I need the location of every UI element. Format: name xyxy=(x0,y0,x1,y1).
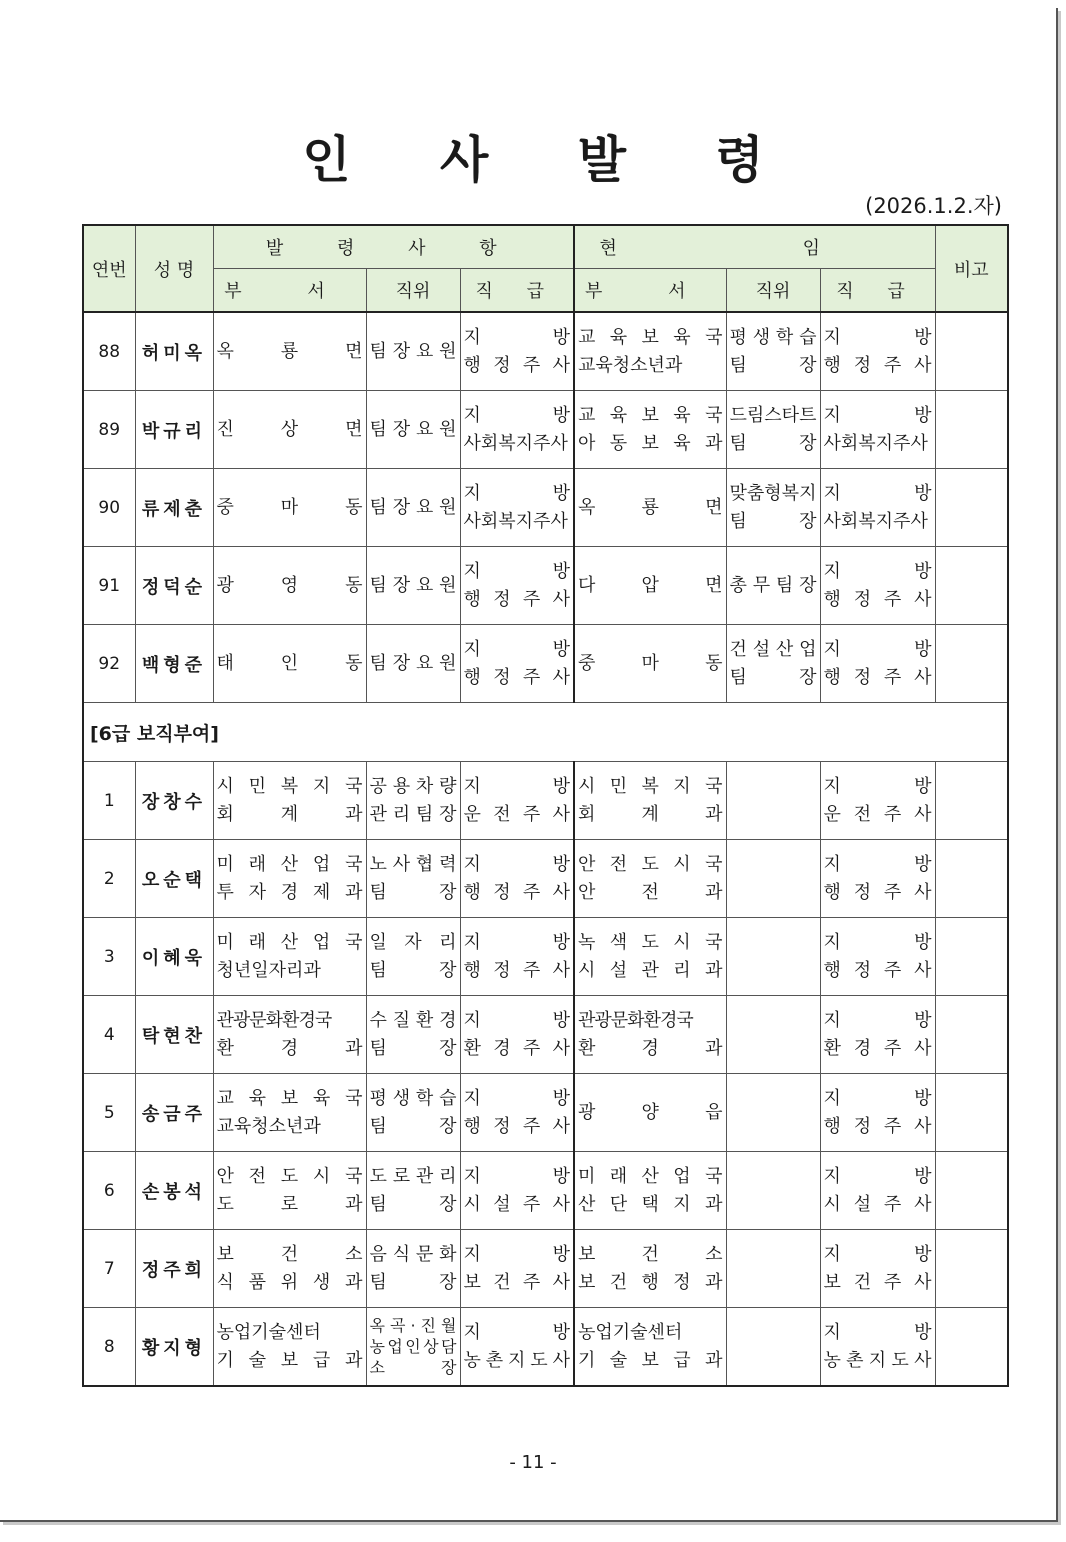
row-remark xyxy=(935,625,1008,703)
row-remark xyxy=(935,762,1008,840)
cell-line: 녹 색 도 시 국 xyxy=(578,931,723,953)
row-name: 이혜욱 xyxy=(135,918,213,996)
row-name: 정덕순 xyxy=(135,547,213,625)
cell-line: 지 방 xyxy=(463,404,570,426)
current-grade xyxy=(820,1230,935,1308)
cell-line: 팀 장 요 원 xyxy=(369,652,457,674)
appoint-dept xyxy=(213,840,366,918)
current-position xyxy=(726,918,820,996)
cell-line: 기 술 보 급 과 xyxy=(216,1349,363,1371)
current-position xyxy=(726,391,820,469)
current-grade xyxy=(820,996,935,1074)
cell-line: 일 자 리 xyxy=(369,931,457,953)
cell-line: 지 방 xyxy=(823,1165,932,1187)
current-position xyxy=(726,762,820,840)
appoint-position xyxy=(366,469,460,547)
cell-line: 행 정 주 사 xyxy=(463,354,570,376)
cell-line: 팀 장 xyxy=(729,354,817,376)
cell-line: 환 경 주 사 xyxy=(823,1037,932,1059)
cell-line: 환 경 과 xyxy=(578,1037,723,1059)
row-seq: 3 xyxy=(83,918,135,996)
cell-line: 맞 춤 형 복 지 xyxy=(729,482,817,504)
cell-line: 사회복지주사 xyxy=(823,510,928,532)
section-label: [6급 보직부여] xyxy=(83,703,1008,762)
cell-line: 팀 장 xyxy=(369,1193,457,1215)
row-remark xyxy=(935,391,1008,469)
current-position xyxy=(726,469,820,547)
table-row xyxy=(83,1308,1008,1387)
header-appointment: 발 령 사 항 xyxy=(213,225,574,269)
cell-line: 지 방 xyxy=(823,1087,932,1109)
cell-line: 교육청소년과 xyxy=(216,1115,321,1137)
appoint-grade xyxy=(460,1074,574,1152)
row-seq: 7 xyxy=(83,1230,135,1308)
table-row xyxy=(83,547,1008,625)
header-a-dept: 부 서 xyxy=(213,269,366,313)
cell-line: 시 민 복 지 국 xyxy=(216,775,363,797)
row-remark xyxy=(935,1308,1008,1387)
cell-line: 지 방 xyxy=(823,638,932,660)
row-seq: 88 xyxy=(83,312,135,391)
appoint-position xyxy=(366,1152,460,1230)
cell-line: 시 설 주 사 xyxy=(463,1193,570,1215)
cell-line: 팀 장 xyxy=(369,1037,457,1059)
cell-line: 다 압 면 xyxy=(578,574,723,596)
document-title: 인 사 발 령 xyxy=(302,131,800,189)
current-grade xyxy=(820,312,935,391)
current-position xyxy=(726,547,820,625)
cell-line: 지 방 xyxy=(463,775,570,797)
row-name: 허미옥 xyxy=(135,312,213,391)
cell-line: 아 동 보 육 과 xyxy=(578,432,723,454)
cell-line: 농 업 인 상 담 xyxy=(369,1337,457,1356)
cell-line: 팀 장 xyxy=(369,881,457,903)
cell-line: 산 단 택 지 과 xyxy=(578,1193,723,1215)
cell-line: 지 방 xyxy=(463,931,570,953)
cell-line: 지 방 xyxy=(823,1243,932,1265)
cell-line: 농 촌 지 도 사 xyxy=(823,1349,932,1371)
row-name: 박규리 xyxy=(135,391,213,469)
cell-line: 회 계 과 xyxy=(578,803,723,825)
current-dept xyxy=(574,1074,726,1152)
cell-line: 투 자 경 제 과 xyxy=(216,881,363,903)
row-name: 장창수 xyxy=(135,762,213,840)
current-grade xyxy=(820,1074,935,1152)
row-name: 손봉석 xyxy=(135,1152,213,1230)
current-dept xyxy=(574,1308,726,1387)
cell-line: 옥 룡 면 xyxy=(216,340,363,362)
current-position xyxy=(726,840,820,918)
cell-line: 사회복지주사 xyxy=(463,510,568,532)
cell-line: 팀 장 요 원 xyxy=(369,496,457,518)
cell-line: 지 방 xyxy=(463,1165,570,1187)
cell-line: 행 정 주 사 xyxy=(823,1115,932,1137)
header-c-position: 직위 xyxy=(726,269,820,313)
cell-line: 보 건 소 xyxy=(578,1243,723,1265)
cell-line: 행 정 주 사 xyxy=(463,1115,570,1137)
cell-line: 태 인 동 xyxy=(216,652,363,674)
appoint-position xyxy=(366,625,460,703)
current-grade xyxy=(820,1308,935,1387)
cell-line: 운 전 주 사 xyxy=(463,803,570,825)
appoint-position xyxy=(366,1230,460,1308)
cell-line: 팀 장 xyxy=(369,1115,457,1137)
cell-line: 행 정 주 사 xyxy=(463,588,570,610)
current-dept xyxy=(574,469,726,547)
cell-line: 지 방 xyxy=(823,404,932,426)
cell-line: 평 생 학 습 xyxy=(369,1087,457,1109)
appoint-position xyxy=(366,312,460,391)
appoint-dept xyxy=(213,469,366,547)
cell-line: 광 양 읍 xyxy=(578,1101,723,1123)
table-row xyxy=(83,996,1008,1074)
current-position xyxy=(726,1230,820,1308)
appoint-grade xyxy=(460,469,574,547)
row-seq: 6 xyxy=(83,1152,135,1230)
header-a-position: 직위 xyxy=(366,269,460,313)
cell-line: 농업기술센터 xyxy=(578,1321,683,1343)
header-c-dept: 부 서 xyxy=(574,269,726,313)
cell-line: 교육청소년과 xyxy=(578,354,683,376)
table-row xyxy=(83,1230,1008,1308)
cell-line: 평 생 학 습 xyxy=(729,326,817,348)
table-row xyxy=(83,625,1008,703)
appoint-grade xyxy=(460,1308,574,1387)
appoint-dept xyxy=(213,391,366,469)
header-name: 성 명 xyxy=(135,225,213,312)
cell-line: 시 설 관 리 과 xyxy=(578,959,723,981)
row-remark xyxy=(935,312,1008,391)
current-dept xyxy=(574,391,726,469)
appoint-dept xyxy=(213,312,366,391)
cell-line: 수 질 환 경 xyxy=(369,1009,457,1031)
current-position xyxy=(726,1074,820,1152)
current-grade xyxy=(820,391,935,469)
appoint-grade xyxy=(460,996,574,1074)
cell-line: 행 정 주 사 xyxy=(463,959,570,981)
cell-line: 회 계 과 xyxy=(216,803,363,825)
cell-line: 팀 장 요 원 xyxy=(369,418,457,440)
cell-line: 보 건 행 정 과 xyxy=(578,1271,723,1293)
cell-line: 도 로 과 xyxy=(216,1193,363,1215)
row-name: 류제춘 xyxy=(135,469,213,547)
cell-line: 지 방 xyxy=(463,1243,570,1265)
cell-line: 지 방 xyxy=(823,1321,932,1343)
current-dept xyxy=(574,996,726,1074)
row-seq: 2 xyxy=(83,840,135,918)
appoint-grade xyxy=(460,1230,574,1308)
row-name: 탁현찬 xyxy=(135,996,213,1074)
cell-line: 소 장 xyxy=(369,1358,457,1377)
cell-line: 건 설 산 업 xyxy=(729,638,817,660)
cell-line: 옥 곡 · 진 월 xyxy=(369,1316,457,1335)
cell-line: 지 방 xyxy=(463,1009,570,1031)
cell-line: 행 정 주 사 xyxy=(463,881,570,903)
table-row xyxy=(83,840,1008,918)
table-row xyxy=(83,1152,1008,1230)
appoint-grade xyxy=(460,312,574,391)
table-row xyxy=(83,391,1008,469)
table-row xyxy=(83,762,1008,840)
cell-line: 관광문화환경국 xyxy=(578,1009,693,1031)
header-c-grade: 직 급 xyxy=(820,269,935,313)
row-seq: 8 xyxy=(83,1308,135,1387)
cell-line: 지 방 xyxy=(463,1321,570,1343)
appoint-position xyxy=(366,391,460,469)
cell-line: 안 전 과 xyxy=(578,881,723,903)
current-grade xyxy=(820,918,935,996)
cell-line: 지 방 xyxy=(823,931,932,953)
appoint-dept xyxy=(213,1152,366,1230)
current-dept xyxy=(574,312,726,391)
table-row xyxy=(83,1074,1008,1152)
appoint-position xyxy=(366,1074,460,1152)
cell-line: 지 방 xyxy=(823,1009,932,1031)
cell-line: 공 용 차 량 xyxy=(369,775,457,797)
current-dept xyxy=(574,547,726,625)
cell-line: 옥 룡 면 xyxy=(578,496,723,518)
appoint-dept xyxy=(213,996,366,1074)
appoint-dept xyxy=(213,625,366,703)
cell-line: 지 방 xyxy=(823,560,932,582)
appoint-grade xyxy=(460,762,574,840)
current-grade xyxy=(820,469,935,547)
cell-line: 지 방 xyxy=(463,638,570,660)
cell-line: 사회복지주사 xyxy=(823,432,928,454)
appoint-position xyxy=(366,1308,460,1387)
header-remark: 비고 xyxy=(935,225,1008,312)
cell-line: 팀 장 xyxy=(369,959,457,981)
cell-line: 보 건 소 xyxy=(216,1243,363,1265)
appointment-date: (2026.1.2.자) xyxy=(865,194,1002,218)
cell-line: 지 방 xyxy=(463,326,570,348)
table-row xyxy=(83,469,1008,547)
cell-line: 관 리 팀 장 xyxy=(369,803,457,825)
cell-line: 안 전 도 시 국 xyxy=(216,1165,363,1187)
row-remark xyxy=(935,1152,1008,1230)
row-name: 오순택 xyxy=(135,840,213,918)
appoint-grade xyxy=(460,547,574,625)
cell-line: 진 상 면 xyxy=(216,418,363,440)
cell-line: 팀 장 요 원 xyxy=(369,340,457,362)
cell-line: 교 육 보 육 국 xyxy=(578,404,723,426)
cell-line: 행 정 주 사 xyxy=(823,588,932,610)
row-seq: 89 xyxy=(83,391,135,469)
cell-line: 기 술 보 급 과 xyxy=(578,1349,723,1371)
row-name: 백형준 xyxy=(135,625,213,703)
cell-line: 지 방 xyxy=(463,1087,570,1109)
appoint-position xyxy=(366,547,460,625)
row-name: 송금주 xyxy=(135,1074,213,1152)
appoint-position xyxy=(366,918,460,996)
cell-line: 행 정 주 사 xyxy=(823,354,932,376)
appoint-grade xyxy=(460,840,574,918)
cell-line: 관광문화환경국 xyxy=(216,1009,332,1031)
row-seq: 90 xyxy=(83,469,135,547)
current-grade xyxy=(820,625,935,703)
cell-line: 행 정 주 사 xyxy=(823,881,932,903)
cell-line: 지 방 xyxy=(463,482,570,504)
row-name: 황지형 xyxy=(135,1308,213,1387)
current-position xyxy=(726,1152,820,1230)
cell-line: 행 정 주 사 xyxy=(463,666,570,688)
cell-line: 미 래 산 업 국 xyxy=(578,1165,723,1187)
current-grade xyxy=(820,547,935,625)
cell-line: 노 사 협 력 xyxy=(369,853,457,875)
cell-line: 총 무 팀 장 xyxy=(729,574,817,596)
row-remark xyxy=(935,996,1008,1074)
cell-line: 행 정 주 사 xyxy=(823,959,932,981)
cell-line: 지 방 xyxy=(823,482,932,504)
cell-line: 음 식 문 화 xyxy=(369,1243,457,1265)
cell-line: 안 전 도 시 국 xyxy=(578,853,723,875)
row-remark xyxy=(935,918,1008,996)
appoint-grade xyxy=(460,1152,574,1230)
row-seq: 4 xyxy=(83,996,135,1074)
cell-line: 도 로 관 리 xyxy=(369,1165,457,1187)
cell-line: 드 림 스 타 트 xyxy=(729,404,817,426)
cell-line: 지 방 xyxy=(463,853,570,875)
cell-line: 시 민 복 지 국 xyxy=(578,775,723,797)
appoint-dept xyxy=(213,1230,366,1308)
current-position xyxy=(726,1308,820,1387)
cell-line: 중 마 동 xyxy=(216,496,363,518)
row-seq: 92 xyxy=(83,625,135,703)
page-number: - 11 - xyxy=(509,1452,557,1473)
cell-line: 교 육 보 육 국 xyxy=(578,326,723,348)
cell-line: 광 영 동 xyxy=(216,574,363,596)
appoint-grade xyxy=(460,625,574,703)
cell-line: 지 방 xyxy=(823,775,932,797)
current-position xyxy=(726,312,820,391)
appoint-dept xyxy=(213,1074,366,1152)
appoint-position xyxy=(366,840,460,918)
current-position xyxy=(726,625,820,703)
cell-line: 지 방 xyxy=(823,326,932,348)
cell-line: 시 설 주 사 xyxy=(823,1193,932,1215)
current-dept xyxy=(574,840,726,918)
row-name: 정주희 xyxy=(135,1230,213,1308)
appoint-dept xyxy=(213,918,366,996)
row-seq: 1 xyxy=(83,762,135,840)
current-dept xyxy=(574,1230,726,1308)
cell-line: 환 경 주 사 xyxy=(463,1037,570,1059)
current-grade xyxy=(820,1152,935,1230)
appoint-grade xyxy=(460,391,574,469)
cell-line: 팀 장 xyxy=(369,1271,457,1293)
cell-line: 미 래 산 업 국 xyxy=(216,853,363,875)
cell-line: 청년일자리과 xyxy=(216,959,321,981)
appoint-dept xyxy=(213,1308,366,1387)
cell-line: 팀 장 xyxy=(729,666,817,688)
cell-line: 보 건 주 사 xyxy=(823,1271,932,1293)
cell-line: 사회복지주사 xyxy=(463,432,568,454)
row-remark xyxy=(935,1074,1008,1152)
cell-line: 미 래 산 업 국 xyxy=(216,931,363,953)
row-seq: 5 xyxy=(83,1074,135,1152)
appoint-position xyxy=(366,996,460,1074)
appoint-grade xyxy=(460,918,574,996)
header-a-grade: 직 급 xyxy=(460,269,574,313)
current-dept xyxy=(574,625,726,703)
row-remark xyxy=(935,469,1008,547)
cell-line: 지 방 xyxy=(463,560,570,582)
cell-line: 팀 장 xyxy=(729,510,817,532)
cell-line: 농 촌 지 도 사 xyxy=(463,1349,570,1371)
cell-line: 식 품 위 생 과 xyxy=(216,1271,363,1293)
header-current: 현 임 xyxy=(574,225,935,269)
row-remark xyxy=(935,547,1008,625)
cell-line: 팀 장 요 원 xyxy=(369,574,457,596)
cell-line: 팀 장 xyxy=(729,432,817,454)
row-remark xyxy=(935,840,1008,918)
current-dept xyxy=(574,762,726,840)
header-seq: 연번 xyxy=(83,225,135,312)
appoint-dept xyxy=(213,762,366,840)
current-dept xyxy=(574,918,726,996)
personnel-table xyxy=(82,224,1009,1387)
section-row xyxy=(83,703,1008,762)
appoint-position xyxy=(366,762,460,840)
cell-line: 지 방 xyxy=(823,853,932,875)
current-position xyxy=(726,996,820,1074)
appoint-dept xyxy=(213,547,366,625)
cell-line: 행 정 주 사 xyxy=(823,666,932,688)
row-seq: 91 xyxy=(83,547,135,625)
current-dept xyxy=(574,1152,726,1230)
cell-line: 보 건 주 사 xyxy=(463,1271,570,1293)
cell-line: 환 경 과 xyxy=(216,1037,363,1059)
cell-line: 농업기술센터 xyxy=(216,1321,321,1343)
table-row xyxy=(83,312,1008,391)
table-row xyxy=(83,918,1008,996)
cell-line: 교 육 보 육 국 xyxy=(216,1087,363,1109)
current-grade xyxy=(820,840,935,918)
cell-line: 중 마 동 xyxy=(578,652,723,674)
current-grade xyxy=(820,762,935,840)
row-remark xyxy=(935,1230,1008,1308)
cell-line: 운 전 주 사 xyxy=(823,803,932,825)
